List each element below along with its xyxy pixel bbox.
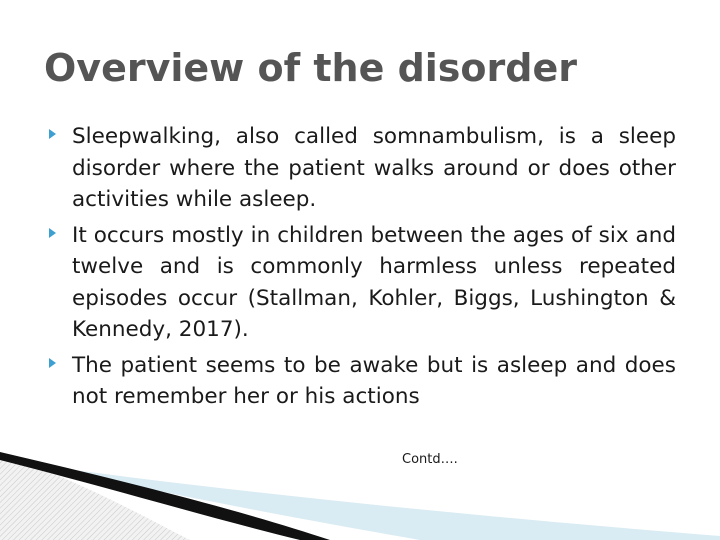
slide-title: Overview of the disorder	[44, 46, 577, 90]
decorative-swoosh	[0, 440, 720, 540]
triangle-right-icon	[49, 228, 56, 238]
bullet-item	[46, 350, 676, 413]
bullet-list	[46, 121, 676, 417]
bullet-text: The patient seems to be awake but is asleep and does not remember her or his actions	[72, 352, 676, 409]
continued-note: Contd….	[402, 452, 458, 467]
triangle-right-icon	[49, 129, 56, 139]
bullet-text: It occurs mostly in children between the ages of six and twelve and is commonly harmless unless repeated episodes occur (Stallman, Kohler, Biggs, Lushington & Kennedy, 2017).	[72, 222, 676, 342]
triangle-right-icon	[49, 358, 56, 368]
bullet-item	[46, 220, 676, 346]
bullet-text: Sleepwalking, also called somnambulism, is a sleep disorder where the patient walks around or does other activities while asleep.	[72, 124, 676, 212]
bullet-item	[46, 121, 676, 216]
